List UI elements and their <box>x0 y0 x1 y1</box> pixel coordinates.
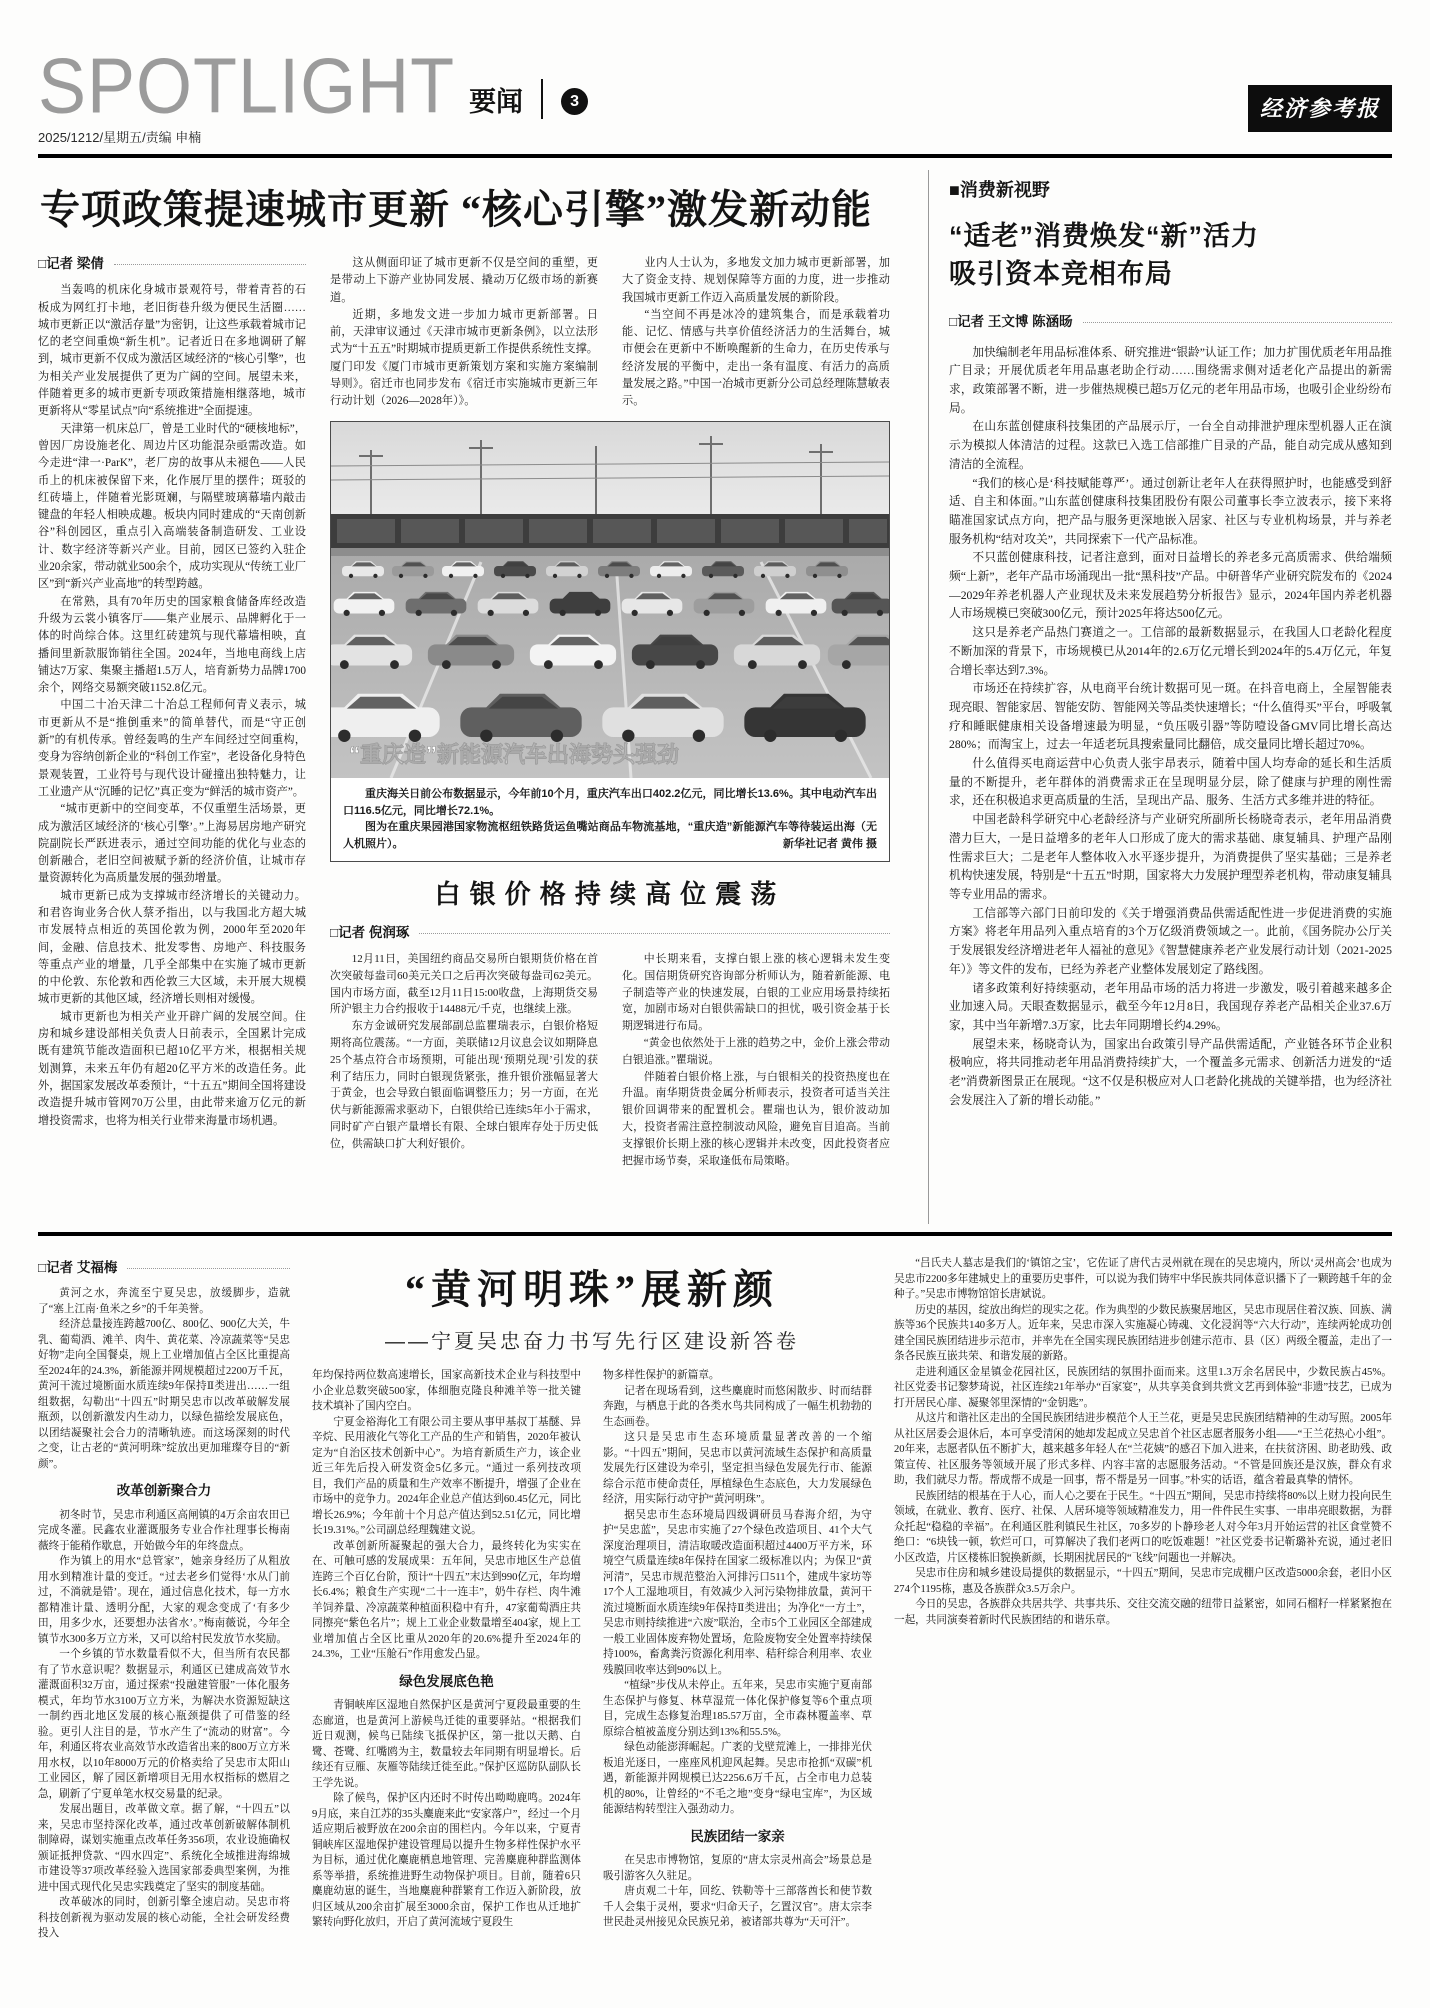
paragraph: “我们的核心是‘科技赋能尊严’。通过创新让老年人在获得照护时，也能感受到舒适、自主和体面。”山东蓝创健康科技集团股份有限公司董事长李立波表示，接下来将瞄准国家试点方向，把产品与服务更深地嵌入居家、社区与专业机构场景，并与养老服务机构“结对攻关”，共同探索下一代产品标准。 <box>949 476 1392 546</box>
paragraph: 这只是吴忠市生态环境质量显著改善的一个缩影。“十四五”期间，吴忠市以黄河流域生态保护和高质量发展先行区建设为牵引，坚定担当绿色发展先行市、能源综合示范市使命责任，厚植绿色生态底色，大力发展绿色经济，用实际行动守护“黄河明珠”。 <box>603 1432 872 1505</box>
photo-caption <box>331 778 889 861</box>
paragraph: 历史的基因，绽放出绚烂的现实之花。作为典型的少数民族聚居地区，吴忠市现居住着汉族、回族、满族等36个民族共140多万人。近年来，吴忠市深入实施凝心铸魂、文化浸润等“六大行动”，连续两轮成功创建全国民族团结进步示范市，并率先在全国实现民族团结进步创建示范市、县（区）两级全覆盖，走出了一条各民族互嵌共荣、和谐发展的新路。 <box>894 1304 1392 1362</box>
paragraph: 在常熟，具有70年历史的国家粮食储备库经改造升级为云裳小镇客厅——集产业展示、品牌孵化于一体的时尚综合体。这里红砖建筑与现代幕墙相映，直播间里新款服饰销往全国。2024年，当地电商线上店铺达7万家、集聚主播超1.5万人，培育新势力品牌1700余个，网络交易额突破1152.8亿元。 <box>38 595 306 695</box>
main-article-col2 <box>330 255 598 417</box>
paragraph: 经济总量接连跨越700亿、800亿、900亿大关，牛乳、葡萄酒、滩羊、肉牛、黄花菜、冷凉蔬菜等“吴忠好物”走向全国餐桌，规上工业增加值占全区比重提高至2024年的24.3%，新能源并网规模超过2200万千瓦，黄河干流过境断面水质连续9年保持Ⅱ类进出……一组组数据，勾勒出“十四五”时期吴忠市以改革破解发展瓶颈，以创新激发内生动力，以绿色描绘发展底色，以团结凝聚社会合力的清晰轨迹。而这场深刻的时代之变，让古老的“黄河明珠”绽放出更加璀璨夺目的“新颜”。 <box>38 1319 290 1470</box>
feature-subtitle: ——宁夏吴忠奋力书写先行区建设新答卷 <box>385 1331 799 1353</box>
page-number-badge: 3 <box>561 88 588 115</box>
dateline: 2025/1212/星期五/责编 申楠 <box>38 130 202 145</box>
column-subhead: 改革创新聚合力 <box>116 1483 212 1498</box>
main-byline: □记者 梁倩 <box>38 256 104 271</box>
paragraph: 近期，多地发文进一步加力城市更新部署。日前，天津审议通过《天津市城市更新条例》，以立法形式为“十五五”时期城市提质更新工作提供系统性支撑。厦门印发《厦门市城市更新策划方案和实施方案编制导则》。宿迁市也同步发布《宿迁市实施城市更新三年行动计划（2026—2028年）》。 <box>330 308 598 408</box>
main-article-col3 <box>622 255 890 417</box>
main-article-col1 <box>38 282 306 1130</box>
feature-article <box>38 1246 1392 1988</box>
paragraph: 工信部等六部门日前印发的《关于增强消费品供需适配性进一步促进消费的实施方案》将老年用品列入重点培育的3个万亿级消费领域之一。此前，《国务院办公厅关于发展银发经济增进老年人福祉的意见》《智慧健康养老产业发展行动计划（2021-2025年）》等文件的发布，已经为养老产业整体发展划定了路线图。 <box>949 906 1392 976</box>
paragraph: 天津第一机床总厂，曾是工业时代的“硬核地标”，曾因厂房设施老化、周边片区功能混杂亟需改造。如今走进“津一·ParK”，老厂房的故事从未褪色——人民币上的机床被保留下来，化作展厅里的摆件；斑驳的红砖墙上，伴随着光影斑斓，与隔壁玻璃幕墙内敲击键盘的年轻人相映成趣。板块内同时建成的“天南创新谷”科创园区，重点引入高端装备制造研发、工业设计、数字经济等新兴产业。目前，园区已签约入驻企业20余家，带动就业500余个，成功实现从“传统工业厂区”到“新兴产业高地”的转型跨越。 <box>38 422 306 591</box>
paragraph: 唐贞观二十年，回纥、铁勒等十三部落酋长和使节数千人会集于灵州，要求“归命天子，乞置汉官”。唐太宗李世民赴灵州接见众民族兄弟，被诸部共尊为“天可汗”。 <box>603 1886 872 1928</box>
paragraph: 市场还在持续扩容，从电商平台统计数据可见一斑。在抖音电商上，全屋智能表现亮眼、智能家居、智能安防、智能网关等品类快速增长；“什么值得买”平台，呼吸氧疗和睡眠健康相关设备增速最为明显，“负压吸引器”等防噎设备GMV同比增长高达280%；而淘宝上，过去一年适老玩具搜索量同比翻倍，成交量同比增长超过70%。 <box>949 682 1392 752</box>
paragraph: 加快编制老年用品标准体系、研究推进“银龄”认证工作；加力扩围优质老年用品推广目录；开展优质老年用品惠老助企行动……围绕需求侧对适老化产品提出的新需求，政策部署不断，进一步催热规模已超5万亿元的老年用品市场，也吸引企业纷纷布局。 <box>949 345 1392 415</box>
paragraph: 诸多政策利好持续驱动，老年用品市场的活力将进一步激发，吸引着越来越多企业加速入局。天眼查数据显示，截至今年12月8日，我国现存养老产品相关企业37.6万家，其中当年新增7.3万家，比去年同期增长约4.29%。 <box>949 981 1392 1032</box>
paragraph: 这只是养老产品热门赛道之一。工信部的最新数据显示，在我国人口老龄化程度不断加深的背景下，市场规模已从2014年的2.6万亿元增长到2024年的5.4万亿元，年复合增长率达到7.3%。 <box>949 626 1392 677</box>
section-title-cn: 要闻 <box>469 87 524 117</box>
paragraph: 青铜峡库区湿地自然保护区是黄河宁夏段最重要的生态廊道，也是黄河上游候鸟迁徙的重要驿站。“根据我们近日观测，候鸟已陆续飞抵保护区，第一批以天鹅、白鹭、苍鹭、红嘴鸥为主，数量较去年同期有明显增长。后续还有豆雁、灰雁等陆续迁徙至此。”保护区巡防队副队长王学先说。 <box>312 1700 581 1789</box>
paragraph: 在山东蓝创健康科技集团的产品展示厅，一台全自动排泄护理床型机器人正在演示为模拟人体清洁的过程。这款已入选工信部推广目录的产品，能自动完成从感知到清洁的全流程。 <box>949 420 1392 471</box>
masthead-logo: 经济参考报 <box>1248 85 1392 132</box>
paragraph: 中长期来看，支撑白银上涨的核心逻辑未发生变化。国信期货研究咨询部分析师认为，随着新能源、电子制造等产业的快速发展，白银的工业应用场景持续拓宽，加剧市场对白银供需缺口的担忧，吸引资金基于长期逻辑进行布局。 <box>622 953 890 1033</box>
consumer-headline: “适老”消费焕发“新”活力 吸引资本竞相布局 <box>949 221 1259 289</box>
byline-separator <box>1083 322 1392 323</box>
paragraph: 初冬时节，吴忠市利通区高闸镇的4万余亩农田已完成冬灌。民鑫农业灌溉服务专业合作社理事长梅南薇终于能稍作歇息，开始做今年的年终盘点。 <box>38 1509 290 1552</box>
silver-article <box>330 872 890 1224</box>
paragraph: 改革破冰的同时，创新引擎全速启动。吴忠市将科技创新视为驱动发展的核心动能，全社会研发经费投入 <box>38 1897 290 1939</box>
photo-credit: 新华社记者 黄伟 摄 <box>782 837 877 850</box>
paragraph: 不只蓝创健康科技，记者注意到，面对日益增长的养老多元高质需求、供给端频频“上新”，老年产品市场涌现出一批“黑科技”产品。中研普华产业研究院发布的《2024—2029年养老机器人产业现状及未来发展趋势分析报告》显示，2024年国内养老机器人市场规模已突破300亿元，预计2025年将达500亿元。 <box>949 551 1392 621</box>
paragraph: 除了候鸟，保护区内还时不时传出呦呦鹿鸣。2024年9月底，来自江苏的35头麋鹿来此“安家落户”，经过一个月适应期后被野放在200余亩的围栏内。今年以来，宁夏青铜峡库区湿地保护建设管理局以提升生物多样性保护水平为目标，通过优化麋鹿栖息地管理、完善麋鹿种群监测体系等举措，系统推进野生动物保护项目。目前，随着6只麋鹿幼崽的诞生，当地麋鹿种群繁育工作迈入新阶段，放归区域从200余亩扩展至3000余亩，保护工作也从迁地扩繁转向野化放归，开启了黄河流域宁夏段生 <box>312 1793 581 1928</box>
feature-headline-block <box>312 1258 872 1354</box>
paragraph: 记者在现场看到，这些麋鹿时而悠闲散步、时而结群奔跑，与栖息于此的各类水鸟共同构成了一幅生机勃勃的生态画卷。 <box>603 1385 872 1428</box>
silver-byline: □记者 倪润琢 <box>330 925 410 940</box>
feature-col3 <box>603 1368 872 1988</box>
paragraph: “黄金也依然处于上涨的趋势之中，金价上涨会带动白银追涨。”瞿瑞说。 <box>622 1036 890 1066</box>
paragraph: 作为镇上的用水“总管家”，她亲身经历了从粗放用水到精准计量的变迁。“过去老乡们觉得‘水从门前过，不淌就是错’。现在，通过信息化技术，每一方水都精准计量、透明分配，大家的观念变成了‘有多少田，用多少水，还要想办法省水’。”梅南薇说，今年全镇节水300多万立方米，又可以给村民发放节水奖励。 <box>38 1556 290 1645</box>
paragraph: “植绿”步伐从未停止。五年来，吴忠市实施宁夏南部生态保护与修复、林草湿荒一体化保护修复等6个重点项目，完成生态修复治理185.57万亩，全市森林覆盖率、草原综合植被盖度分别达到13%和55.5%。 <box>603 1680 872 1738</box>
paragraph: 据吴忠市生态环境局四级调研员马春海介绍，为守护“吴忠蓝”，吴忠市实施了27个绿色改造项目、41个大气深度治理项目，清洁取暖改造面积超过4400万平方米，环境空气质量连续8年保持在国家二级标准以内；为保卫“黄河清”，吴忠市规范整治入河排污口511个，建成牛家坊等17个人工湿地项目，有效减少入河污染物排放量，黄河干流过境断面水质连续9年保持Ⅱ类进出；为净化“一方土”，吴忠市则持续推进“六废”联治，全市5个工业园区全部建成一般工业固体废弃物处置场，危险废物安全处置率持续保持100%，畜禽粪污资源化利用率、秸秆综合利用率、农业残膜回收率达到90%以上。 <box>603 1509 872 1676</box>
paragraph: 发展出题目，改革做文章。据了解，“十四五”以来，吴忠市坚持深化改革，通过改革创新破解体制机制障碍，谋划实施重点改革任务356项，农业设施确权颁证抵押贷款、“四水四定”、系统化全域推进海绵城市建设等37项改革经验入选国家部委典型案例，为推进中国式现代化吴忠实践奠定了坚实的制度基础。 <box>38 1804 290 1893</box>
paragraph: 业内人士认为，多地发文加力城市更新部署，加大了资金支持、规划保障等方面的力度，进一步推动我国城市更新工作迈入高质量发展的新阶段。 <box>622 257 890 304</box>
paragraph: 城市更新也为相关产业开辟广阔的发展空间。住房和城乡建设部相关负责人日前表示，全国累计完成既有建筑节能改造面积已超10亿平方米，根据相关规划测算，未来五年仍有超20亿平方米的改造任务。此外，据国家发展改革委预计，“十五五”期间全国将建设改造提升城市管网70万公里，由此带来逾万亿元的新增投资需求，也将为相关行业带来海量市场机遇。 <box>38 1010 306 1127</box>
paragraph: 走进利通区金星镇金花园社区，民族团结的氛围扑面而来。这里1.3万余名居民中，少数民族占45%。社区党委书记黎梦琦说，社区连续21年举办“百家宴”，从共享美食到共赏文艺再到体验“非遗”技艺，已成为打开居民心扉、凝聚邻里深情的“金钥匙”。 <box>894 1366 1392 1409</box>
paragraph: 改革创新所凝聚起的强大合力，最终转化为实实在在、可触可感的发展成果：五年间，吴忠市地区生产总值连跨三个百亿台阶，预计“十四五”末达到990亿元，年均增长6.4%；粮食生产实现“二十一连丰”，奶牛存栏、肉牛滩羊饲养量、冷凉蔬菜种植面积稳中有升，47家葡萄酒庄共同擦亮“紫色名片”；规上工业企业数量增至404家，规上工业增加值占全区比重从2020年的20.6%提升至2024年的24.3%，工业“压舱石”作用愈发凸显。 <box>312 1540 581 1660</box>
paragraph: 12月11日，美国纽约商品交易所白银期货价格在首次突破每盎司60美元关口之后再次突破每盎司62美元。国内市场方面，截至12月11日15:00收盘，上海期货交易所沪银主力合约报收于14488元/千克，也继续上涨。 <box>330 953 598 1016</box>
paragraph: “吕氏夫人墓志是我们的‘镇馆之宝’，它佐证了唐代古灵州就在现在的吴忠境内，所以‘灵州高会’也成为吴忠市2200多年建城史上的重要历史事件，可以说为我们铸牢中华民族共同体意识播下了一颗跨越千年的金种子。”吴忠市博物馆馆长唐斌说。 <box>894 1258 1392 1300</box>
consumer-article-body <box>949 344 1392 1224</box>
byline-separator <box>419 933 890 934</box>
paragraph: 东方金诚研究发展部副总监瞿瑞表示，白银价格短期将高位震荡。“一方面，美联储12月议息会议如期降息25个基点符合市场预期，可能出现‘预期兑现’引发的获利了结压力，同时白银现货紧张，推升银价涨幅显著大于黄金，也会导致白银面临调整压力；另一方面，在光伏与新能源需求驱动下，白银供给已连续5年小于需求，同时矿产白银产量增长有限、全球白银库存处于历史低位，供需缺口扩大利好银价。 <box>330 1020 598 1150</box>
feature-byline: □记者 艾福梅 <box>38 1260 118 1275</box>
paragraph: 伴随着白银价格上涨，与白银相关的投资热度也在升温。南华期货贵金属分析师表示，投资者可适当关注银价回调带来的配置机会。瞿瑞也认为，银价波动加大，投资者需注意控制波动风险，避免盲目追高。当前支撑银价长期上涨的核心逻辑并未改变，因此投资者应把握市场节奏，采取逢低布局策略。 <box>622 1070 890 1167</box>
main-headline: 专项政策提速城市更新 “核心引擎”激发新动能 <box>40 187 872 232</box>
column-subhead: 民族团结一家亲 <box>690 1828 785 1844</box>
byline-separator <box>127 1268 290 1269</box>
photo-caption-line1: 重庆海关日前公布数据显示，今年前10个月，重庆汽车出口402.2亿元，同比增长13.6%。其中电动汽车出口116.5亿元，同比增长72.1%。 <box>343 788 877 817</box>
paragraph: 民族团结的根基在于人心，而人心之要在于民生。“十四五”期间，吴忠市持续将80%以上财力投向民生领域，在就业、教育、医疗、社保、人居环境等领域精准发力，用一件件民生实事、一串串亮眼数据，为群众托起“稳稳的幸福”。在利通区胜利镇民生社区，70多岁的卜静珍老人对今年3月开始运营的社区食堂赞不绝口：“6块钱一顿，软烂可口，可算解决了我们老两口的吃饭难题！”社区党委书记靳璐补充说，通过老旧小区改造，片区楼栋旧貌换新颜，长期困扰居民的“飞线”问题也一并解决。 <box>894 1490 1392 1564</box>
header-divider <box>541 79 543 119</box>
paragraph: 什么值得买电商运营中心负责人张宇昂表示，随着中国人均寿命的延长和生活质量的不断提升，老年群体的消费需求正在呈现明显分层，除了健康与护理的刚性需求，还在积极追求更高质量的生活，呈现出产品、服务、生活方式多维并进的特征。 <box>949 757 1392 808</box>
paragraph: 在吴忠市博物馆，复原的“唐太宗灵州高会”场景总是吸引游客久久驻足。 <box>603 1855 872 1882</box>
paragraph: 展望未来，杨晓奇认为，国家出台政策引导产品供需适配，产业链各环节企业积极响应，将共同推动老年用品消费持续扩大，一个覆盖多元需求、创新活力迸发的“适老”消费新图景正在展现。“这不仅是积极应对人口老龄化挑战的关键举措，也为经济社会发展注入了新的增长动能。” <box>949 1037 1392 1107</box>
news-photo <box>330 421 890 862</box>
paragraph: 物多样性保护的新篇章。 <box>603 1370 720 1381</box>
paragraph: 中国老龄科学研究中心老龄经济与产业研究所副所长杨晓奇表示，老年用品消费潜力巨大，一是日益增多的老年人口形成了庞大的需求基础、康复辅具、护理产品刚性需求巨大；二是老年人整体收入水平逐步提升，为消费提供了坚实基础；三是养老机构快速发展，特别是“十五五”时期，国家将大力发展护理型养老机构，带动康复辅具等专业用品的需求。 <box>949 813 1392 901</box>
paragraph: 年均保持两位数高速增长，国家高新技术企业与科技型中小企业总数突破500家，体细胞克隆良种滩羊等一批关键技术填补了国内空白。 <box>312 1370 581 1412</box>
feature-headline: “黄河明珠”展新颜 <box>405 1267 779 1312</box>
main-article <box>38 170 910 1224</box>
photo-caption-line2: 图为在重庆果园港国家物流枢纽铁路货运鱼嘴站商品车物流基地，“重庆造”新能源汽车等待装运出海（无人机照片）。 新华社记者 黄伟 摄 <box>343 819 877 852</box>
consumer-article <box>928 170 1392 1224</box>
section-title-en: SPOTLIGHT <box>38 43 456 130</box>
paragraph: 宁夏金裕海化工有限公司主要从事甲基叔丁基醚、异辛烷、民用液化气等化工产品的生产和销售，2020年被认定为“自治区技术创新中心”。为培育新质生产力，该企业近三年先后投入研发资金5亿多元。“通过一系列技改项目，我们产品的质量和生产效率不断提升，增强了企业在市场中的竞争力。2024年企业总产值达到60.45亿元，同比增长26.9%；今年前十个月总产值达到52.51亿元，同比增长19.31%。”公司副总经理魏建文说。 <box>312 1416 581 1536</box>
section-kicker: ■消费新视野 <box>949 180 1050 200</box>
paragraph: 吴忠市住房和城乡建设局提供的数据显示，“十四五”期间，吴忠市完成棚户区改造5000余套，老旧小区274个1195栋，惠及各族群众3.5万余户。 <box>894 1568 1392 1595</box>
paragraph: 这从侧面印证了城市更新不仅是空间的重塑，更是带动上下游产业协同发展、撬动万亿级市场的新赛道。 <box>330 257 598 304</box>
feature-col1 <box>38 1286 290 1988</box>
header-rule <box>38 154 1392 158</box>
paragraph: 当轰鸣的机床化身城市景观符号，带着青苔的石板成为网红打卡地，老旧街巷升级为便民生活圈……城市更新正以“激活存量”为密钥，让这些承载着城市记忆的老空间重焕“新生机”。记者近日在多地调研了解到，城市更新不仅成为激活区域经济的“核心引擎”，也为相关产业发展提供了更为广阔的空间。展望未来，伴随着更多的城市更新专项政策措施相继落地，城市更新将从“零星试点”向“系统推进”全面提速。 <box>38 284 306 418</box>
photo-overlay-title: “重庆造”新能源汽车出海势头强劲 <box>349 742 680 767</box>
section-rule <box>38 1232 1392 1236</box>
silver-article-body <box>330 951 890 1224</box>
consumer-byline: □记者 王文博 陈涵旸 <box>949 313 1073 329</box>
paragraph: 今日的吴忠，各族群众共居共学、共事共乐、交往交流交融的纽带日益紧密，如同石榴籽一样紧紧抱在一起，共同演奏着新时代民族团结的和谐乐章。 <box>894 1599 1392 1626</box>
paragraph: 从这片和谐社区走出的全国民族团结进步模范个人王兰花，更是吴忠民族团结精神的生动写照。2005年从社区居委会退休后，本可享受清闲的她却发起成立吴忠首个社区志愿者服务小组——“王兰花热心小组”。20年来，志愿者队伍不断扩大，越来越多年轻人在“兰花姨”的感召下加入进来，在扶贫济困、助老助残、政策宣传、社区服务等领域开展了形式多样、内容丰富的志愿服务活动。“不管是回族还是汉族，群众有求助，我们就尽力帮。帮成帮不成是一回事，帮不帮是另一回事。”朴实的话语，蕴含着最真挚的情怀。 <box>894 1413 1392 1486</box>
paragraph: “城市更新中的空间变革，不仅重塑生活场景，更成为激活区域经济的‘核心引擎’。”上海易居房地产研究院副院长严跃进表示，通过空间功能的优化与业态的创新融合，老旧空间被赋予新的经济价值，让城市存量资源转化为高质量发展的强劲增量。 <box>38 803 306 885</box>
paragraph: 中国二十冶天津二十冶总工程师何青义表示，城市更新从不是“推倒重来”的简单替代，而是“守正创新”的有机传承。曾经轰鸣的生产车间经过空间重构，变身为容纳创新企业的“科创工作室”，老设备化身特色景观装置，工业符号与现代设计碰撞出独特魅力，让工业遗产从“沉睡的记忆”真正变为“鲜活的城市资产”。 <box>38 699 306 798</box>
feature-col4 <box>894 1256 1392 1988</box>
paragraph: “当空间不再是冰冷的建筑集合，而是承载着功能、记忆、情感与共享价值经济活力的生活舞台，城市便会在更新中不断唤醒新的生命力，在历史传承与经济发展的平衡中，走出一条有温度、有活力的高质量发展之路。”中国一冶城市更新分公司总经理陈慧敏表示。 <box>622 308 890 408</box>
car-lot-photo-illustration <box>331 422 889 778</box>
silver-headline: 白银价格持续高位震荡 <box>434 880 786 909</box>
paragraph: 城市更新已成为支撑城市经济增长的关键动力。和君咨询业务合伙人蔡矛指出，以与我国北方超大城市发展特点相近的英国伦敦为例，2000年至2020年间，金融、信息技术、批发零售、房地产、科技服务等重点产业的增量，几乎全部集中在实施了城市更新的中伦敦、东伦敦和西伦敦三大区域，未开展大规模城市更新的其他区域，经济增长则相对缓慢。 <box>38 889 306 1006</box>
page-header <box>38 24 1392 146</box>
byline-separator <box>114 264 306 265</box>
feature-col2 <box>312 1368 581 1988</box>
column-subhead: 绿色发展底色艳 <box>399 1673 494 1689</box>
paragraph: 黄河之水，奔流至宁夏吴忠，放缓脚步，造就了“塞上江南·鱼米之乡”的千年美誉。 <box>38 1288 290 1315</box>
paragraph: 绿色动能澎湃崛起。广袤的戈壁荒滩上，一排排光伏板追光逐日，一座座风机迎风起舞。吴忠市抢抓“双碳”机遇，新能源并网规模已达2256.6万千瓦，占全市电力总装机的80%，让曾经的“不毛之地”变身“绿电宝库”，为区域能源结构转型注入强劲动力。 <box>603 1742 872 1815</box>
paragraph: 一个乡镇的节水数量看似不大，但当所有农民都有了节水意识呢？数据显示，利通区已建成高效节水灌溉面积32万亩，通过探索“投融建管服”一体化服务模式，年均节水3100万立方米，为解决水资源短缺这一制约西北地区发展的核心瓶颈提供了可借鉴的经验。更引人注目的是，节水产生了“流动的财富”。今年，利通区将农业高效节水改造省出来的800万立方米用水权，以10年8000万元的价格卖给了吴忠市太阳山工业园区，解了园区新增项目无用水权指标的燃眉之急，刷新了宁夏单笔水权交易量的纪录。 <box>38 1649 290 1800</box>
